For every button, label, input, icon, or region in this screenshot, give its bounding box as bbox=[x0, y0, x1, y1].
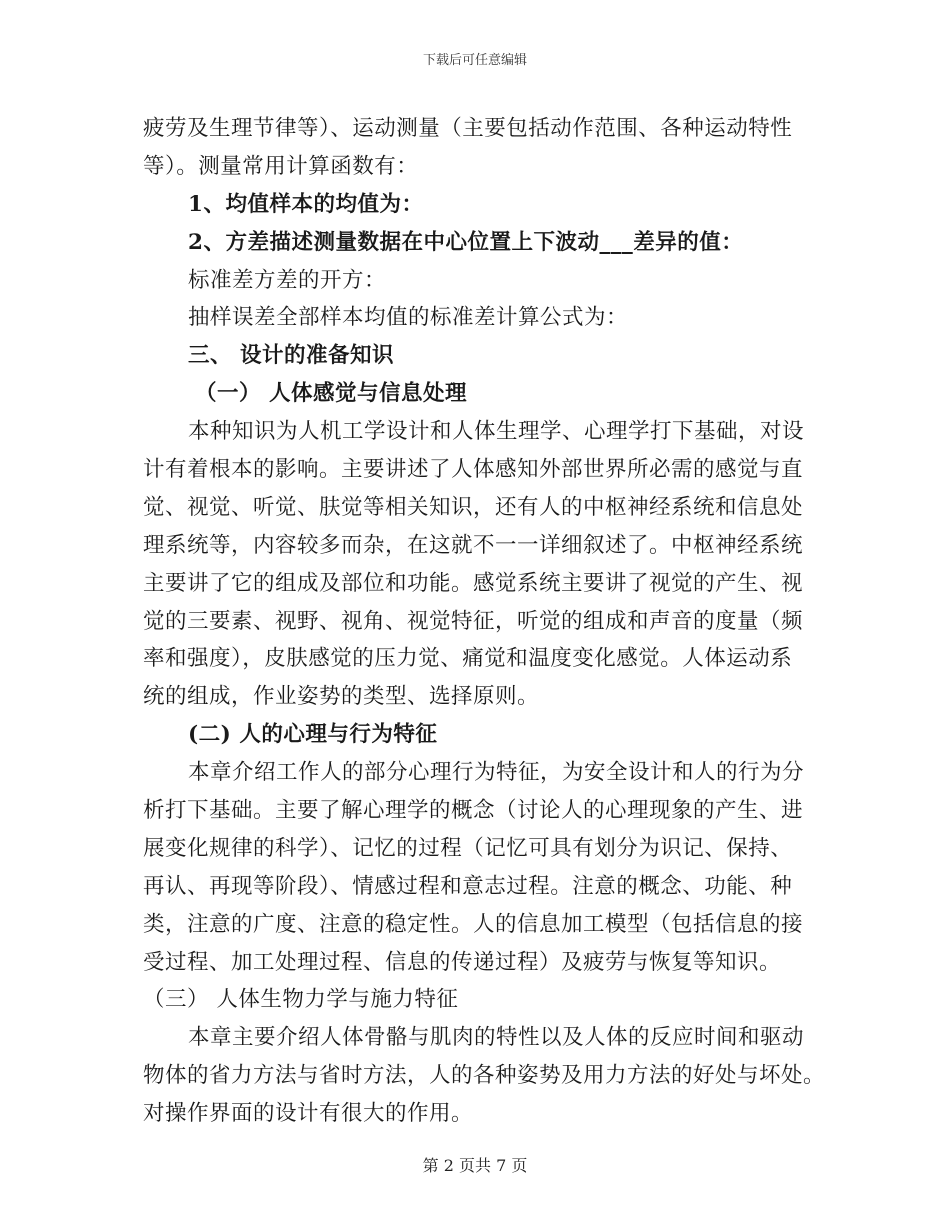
body-text-line: 本章主要介绍人体骨骼与肌肉的特性以及人体的反应时间和驱动 bbox=[188, 1025, 805, 1051]
body-text-line: 疲劳及生理节律等）、运动测量（主要包括动作范围、各种运动特性 bbox=[143, 116, 793, 141]
page-header: 下载后可任意编辑 bbox=[422, 53, 527, 68]
body-text-line: 觉、视觉、听觉、肤觉等相关知识，还有人的中枢神经系统和信息处 bbox=[143, 494, 804, 520]
body-text-line: 析打下基础。主要了解心理学的概念（讨论人的心理现象的产生、进 bbox=[143, 798, 804, 824]
section-heading: 1、均值样本的均值为： bbox=[188, 191, 424, 217]
body-text-line: 受过程、加工处理过程、信息的传递过程）及疲劳与恢复等知识。 bbox=[143, 949, 782, 975]
section-heading: （一） 人体感觉与信息处理 bbox=[195, 381, 467, 407]
body-text-line: 对操作界面的设计有很大的作用。 bbox=[143, 1101, 474, 1127]
body-text-line: 展变化规律的科学）、记忆的过程（记忆可具有划分为识记、保持、 bbox=[143, 835, 793, 861]
body-text-line: 计有着根本的影响。主要讲述了人体感知外部世界所必需的感觉与直 bbox=[143, 457, 804, 483]
body-text-line: 等）。测量常用计算函数有： bbox=[143, 153, 419, 179]
body-text-line: 标准差方差的开方： bbox=[188, 267, 387, 293]
document-body bbox=[143, 110, 826, 1133]
section-heading: 三、 设计的准备知识 bbox=[188, 343, 394, 369]
body-text-line: 主要讲了它的组成及部位和功能。感觉系统主要讲了视觉的产生、视 bbox=[143, 570, 804, 596]
body-text-line: 物体的省力方法与省时方法，人的各种姿势及用力方法的好处与坏处。 bbox=[143, 1063, 826, 1089]
body-text-line: 觉的三要素、视野、视角、视觉特征，听觉的组成和声音的度量（频 bbox=[143, 608, 804, 634]
body-text-line: 率和强度），皮肤感觉的压力觉、痛觉和温度变化感觉。人体运动系 bbox=[143, 646, 793, 672]
body-text-line: 类，注意的广度、注意的稳定性。人的信息加工模型（包括信息的接 bbox=[143, 911, 804, 937]
section-heading: (二) 人的心理与行为特征 bbox=[188, 722, 438, 748]
body-text-line: 理系统等，内容较多而杂，在这就不一一详细叙述了。中枢神经系统 bbox=[143, 532, 804, 558]
body-text-line: 抽样误差全部样本均值的标准差计算公式为： bbox=[188, 305, 629, 331]
body-text-line: 本种知识为人机工学设计和人体生理学、心理学打下基础，对设 bbox=[188, 419, 805, 445]
page-number: 第 2 页共 7 页 bbox=[422, 1156, 528, 1175]
body-text-line: （三） 人体生物力学与施力特征 bbox=[143, 987, 459, 1013]
body-text-line: 再认、再现等阶段）、情感过程和意志过程。注意的概念、功能、种 bbox=[143, 873, 793, 899]
section-heading: 2、方差描述测量数据在中心位置上下波动___差异的值： bbox=[188, 229, 744, 255]
body-text-line: 本章介绍工作人的部分心理行为特征，为安全设计和人的行为分 bbox=[188, 760, 805, 786]
body-text-line: 统的组成，作业姿势的类型、选择原则。 bbox=[143, 684, 540, 710]
